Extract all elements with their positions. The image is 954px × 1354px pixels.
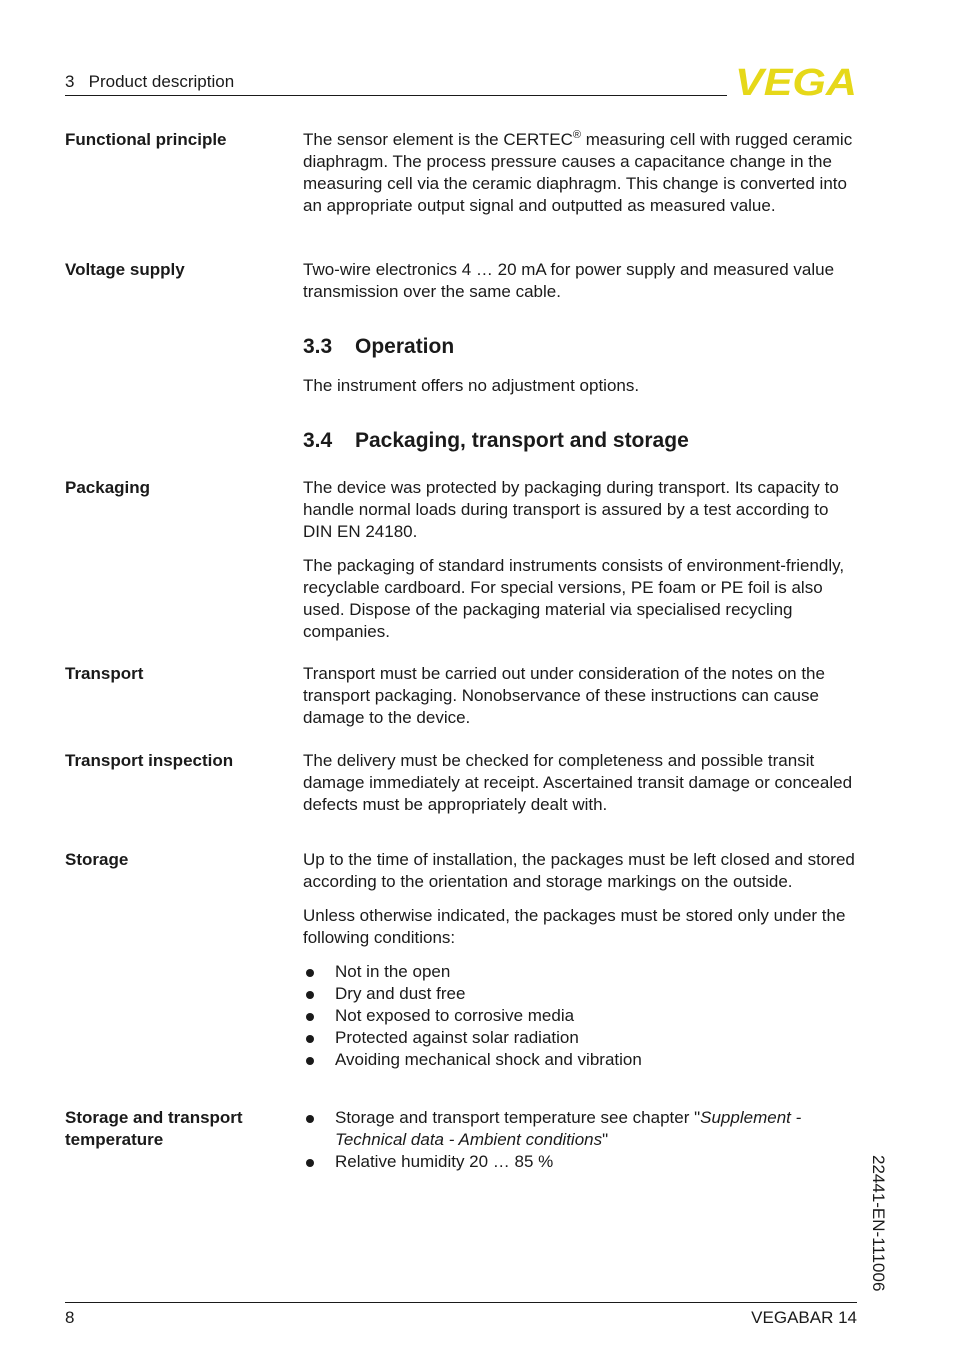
functional-principle-text: The sensor element is the CERTEC® measuring cell with rugged ceramic diaphragm. The process pressure causes a capacitance change in the measuring cell via the ceramic diaphragm. This change is converted into an appropriate output signal and outputted as measured value. <box>303 129 853 215</box>
list-item: Dry and dust free <box>303 983 859 1005</box>
list-item: Protected against solar radiation <box>303 1027 859 1049</box>
transport-inspection-text: The delivery must be checked for completeness and possible transit damage immediately at receipt. Ascertained transit damage or concealed defects must be appropriately dealt with. <box>303 751 853 814</box>
label-storage-transport-temperature: Storage and transport temperature <box>65 1108 243 1149</box>
operation-text: The instrument offers no adjustment options. <box>303 376 640 395</box>
footer-rule <box>65 1302 857 1303</box>
voltage-supply-text: Two-wire electronics 4 … 20 mA for power supply and measured value transmission over the same cable. <box>303 260 835 301</box>
footer-product-name: VEGABAR 14 <box>751 1308 857 1327</box>
heading-packaging-transport-storage: 3.4 Packaging, transport and storage <box>303 429 689 452</box>
running-header-section: 3 Product description <box>65 72 235 91</box>
header-rule <box>65 95 727 96</box>
storage-temperature-list <box>303 1107 859 1173</box>
vega-logo <box>735 64 859 98</box>
list-item: Storage and transport temperature see chapter "Supplement - Technical data - Ambient conditions" <box>303 1107 859 1151</box>
label-functional-principle: Functional principle <box>65 130 227 149</box>
packaging-text: The device was protected by packaging during transport. Its capacity to handle normal loads during transport is assured by a test according to DIN EN 24180. The packaging of standard instruments consists of environment-friendly, recyclable cardboard. For special versions, PE foam or PE foil is also used. Dispose of the packaging material via specialised recycling companies. <box>303 478 845 641</box>
storage-temperature-text <box>303 1107 859 1173</box>
label-storage: Storage <box>65 850 129 869</box>
label-transport-inspection: Transport inspection <box>65 751 234 770</box>
label-transport: Transport <box>65 664 144 683</box>
storage-conditions-list <box>303 961 859 1071</box>
list-item: Relative humidity 20 … 85 % <box>303 1151 859 1173</box>
storage-text: Up to the time of installation, the packages must be left closed and stored according to the orientation and storage markings on the outside. Unless otherwise indicated, the packages must be stored only under the following conditions: Not in the open Dry and dust free Not exposed to corrosive media Protected against solar radiation Avoiding mechanical shock and vibration <box>303 849 859 1071</box>
vega-logo-text: VEGA <box>735 64 857 98</box>
list-item: Avoiding mechanical shock and vibration <box>303 1049 859 1071</box>
label-packaging: Packaging <box>65 478 151 497</box>
page-number: 8 <box>65 1308 75 1327</box>
heading-operation: 3.3 Operation <box>303 335 455 358</box>
label-voltage-supply: Voltage supply <box>65 260 185 279</box>
list-item: Not in the open <box>303 961 859 983</box>
transport-text: Transport must be carried out under consideration of the notes on the transport packaging. Nonobservance of these instructions can cause damage to the device. <box>303 664 825 727</box>
list-item: Not exposed to corrosive media <box>303 1005 859 1027</box>
document-code: 22441-EN-111006 <box>869 1155 888 1292</box>
